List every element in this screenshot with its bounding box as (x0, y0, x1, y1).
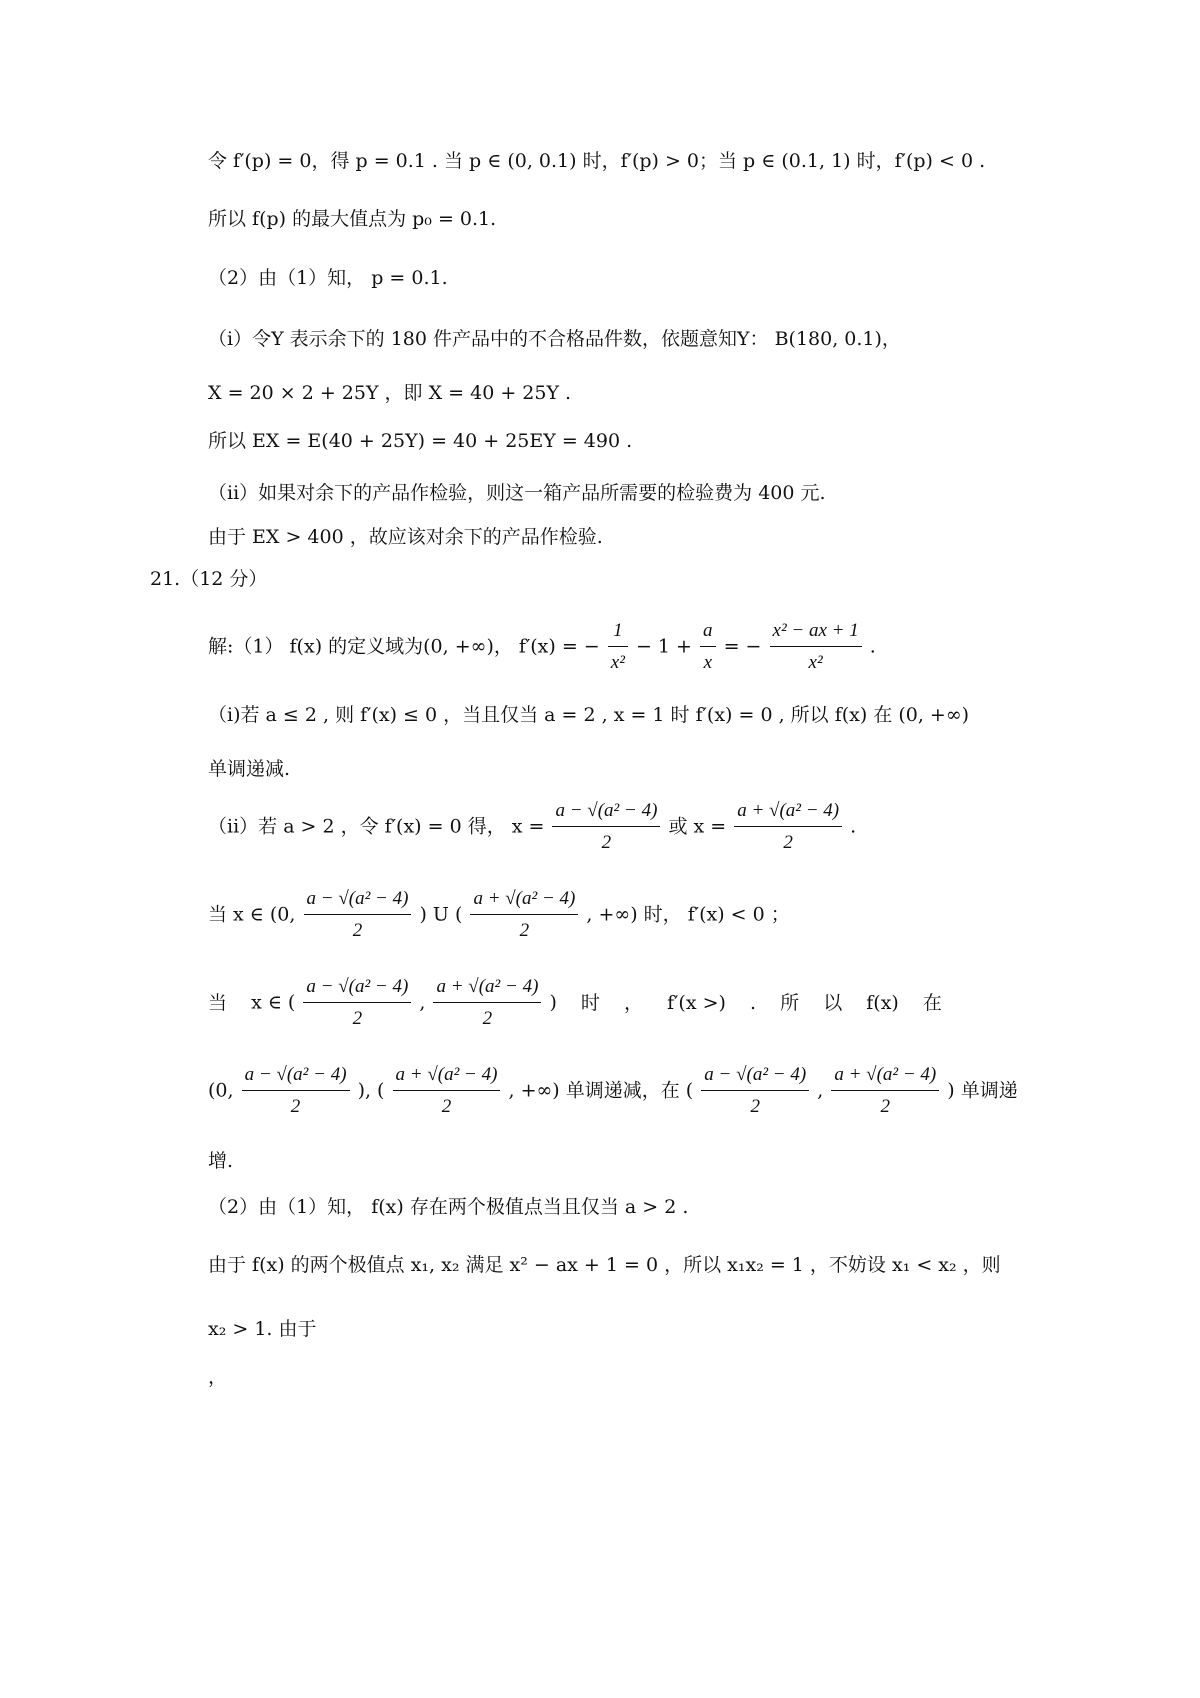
fraction-root-minus (303, 976, 411, 1031)
text-seg: 所 (780, 991, 800, 1014)
fraction-root-plus (393, 1064, 501, 1119)
fraction-root-minus (304, 888, 412, 943)
fraction-root-plus (470, 888, 578, 943)
line-x2-greater: x₂ > 1. 由于 (208, 1318, 317, 1340)
text-seg: f′(x >) (667, 991, 726, 1014)
line-case-i: （i)若 a ≤ 2 , 则 f′(x) ≤ 0 ，当且仅当 a = 2 , x = 1 时 f′(x) = 0 , 所以 f(x) 在 (0, +∞) (208, 704, 970, 726)
fraction-root-minus (242, 1064, 350, 1119)
text-seg: 或 x = (668, 815, 727, 838)
fraction-root-plus (831, 1064, 939, 1119)
frac-num: a − √(a² − 4) (304, 888, 412, 915)
text-seg: . (850, 815, 857, 838)
frac-den: 2 (290, 1095, 301, 1117)
text-seg: . (869, 635, 876, 658)
frac-num: 1 (608, 620, 628, 647)
text-seg: ， (624, 991, 644, 1014)
text-seg: ) 单调递 (947, 1079, 1018, 1102)
frac-num: a − √(a² − 4) (552, 800, 660, 827)
text-seg: , +∞) 单调递减，在 ( (508, 1079, 694, 1102)
text-seg: , (419, 991, 426, 1014)
line-monotonic-summary (208, 1064, 1018, 1119)
frac-num: a − √(a² − 4) (242, 1064, 350, 1091)
text-seg: , (817, 1079, 824, 1102)
text-seg: （ii）若 a > 2 ，令 f′(x) = 0 得， x = (208, 815, 545, 838)
frac-num: a − √(a² − 4) (701, 1064, 809, 1091)
line-negative-interval (208, 888, 790, 943)
text-seg: ) (549, 991, 557, 1014)
line-decreasing: 单调递减. (208, 758, 291, 780)
text-seg: . (750, 991, 757, 1014)
frac-num: a + √(a² − 4) (734, 800, 842, 827)
text-seg: = − (723, 635, 762, 658)
fraction-root-plus (734, 800, 842, 855)
frac-num: a (700, 620, 716, 647)
line-case-ii (208, 800, 856, 855)
frac-den: 2 (519, 919, 530, 941)
line-derivative-zero: 令 f′(p) = 0，得 p = 0.1 . 当 p ∈ (0, 0.1) 时，f′(p) > 0；当 p ∈ (0.1, 1) 时，f′(p) < 0 . (208, 150, 986, 172)
frac-den: x² (610, 651, 625, 673)
text-seg: f(x) (866, 991, 899, 1014)
frac-den: x (703, 651, 712, 673)
fraction-root-minus (701, 1064, 809, 1119)
text-seg: 时 (580, 991, 600, 1014)
text-seg: − 1 + (635, 635, 692, 658)
segment-group (208, 1064, 1018, 1119)
line-conclusion: 由于 EX > 400 ，故应该对余下的产品作检验. (208, 526, 603, 548)
text-seg: 在 (922, 991, 942, 1014)
fraction-root-minus (552, 800, 660, 855)
line-inspection-cost: （ii）如果对余下的产品作检验，则这一箱产品所需要的检验费为 400 元. (208, 482, 826, 504)
text-seg: 以 (823, 991, 843, 1014)
fraction-poly-over-x2 (770, 620, 862, 675)
line-binomial: （i）令Y 表示余下的 180 件产品中的不合格品件数，依题意知Y： B(180, 0.1)， (208, 328, 901, 350)
line-expectation: 所以 EX = E(40 + 25Y) = 40 + 25EY = 490 . (208, 430, 633, 452)
text-seg: (0, (208, 1079, 234, 1102)
frac-num: a + √(a² − 4) (393, 1064, 501, 1091)
frac-num: a − √(a² − 4) (303, 976, 411, 1003)
line-extreme-points: 由于 f(x) 的两个极值点 x₁, x₂ 满足 x² − ax + 1 = 0 ，所以 x₁x₂ = 1 ，不妨设 x₁ < x₂ ，则 (208, 1254, 1001, 1276)
frac-den: 2 (482, 1007, 493, 1029)
line-positive-interval (208, 976, 942, 1031)
line-part2-condition: （2）由（1）知， f(x) 存在两个极值点当且仅当 a > 2 . (208, 1196, 689, 1218)
line-part2-intro: （2）由（1）知， p = 0.1. (208, 267, 448, 289)
frac-den: 2 (880, 1095, 891, 1117)
interval-group (251, 976, 557, 1031)
line-trailing-comma: ， (208, 1366, 228, 1388)
text-seg: 当 x ∈ (0, (208, 903, 296, 926)
frac-den: 2 (783, 831, 793, 853)
problem-21-heading: 21.（12 分） (150, 568, 268, 590)
text-seg: ) U ( (419, 903, 463, 926)
fraction-1-over-x2 (608, 620, 628, 675)
line-max-point: 所以 f(p) 的最大值点为 p₀ = 0.1. (208, 208, 497, 230)
text-seg: , +∞) 时， f′(x) < 0 ； (586, 903, 790, 926)
text-seg: 解:（1） f(x) 的定义域为(0, +∞)， f′(x) = − (208, 635, 600, 658)
frac-num: a + √(a² − 4) (470, 888, 578, 915)
text-seg: ), ( (357, 1079, 385, 1102)
text-seg: x ∈ ( (251, 991, 296, 1014)
frac-num: a + √(a² − 4) (433, 976, 541, 1003)
fraction-a-over-x (700, 620, 716, 675)
line-increasing: 增. (208, 1150, 234, 1172)
frac-den: x² (808, 651, 823, 673)
fraction-root-plus (433, 976, 541, 1031)
line-domain-derivative (208, 620, 876, 675)
frac-den: 2 (441, 1095, 452, 1117)
text-seg: 当 (208, 991, 228, 1014)
line-x-def: X = 20 × 2 + 25Y ，即 X = 40 + 25Y . (208, 382, 572, 404)
frac-den: 2 (750, 1095, 760, 1117)
frac-den: 2 (601, 831, 612, 853)
frac-den: 2 (352, 919, 363, 941)
frac-num: x² − ax + 1 (770, 620, 862, 647)
frac-num: a + √(a² − 4) (831, 1064, 939, 1091)
frac-den: 2 (352, 1007, 363, 1029)
